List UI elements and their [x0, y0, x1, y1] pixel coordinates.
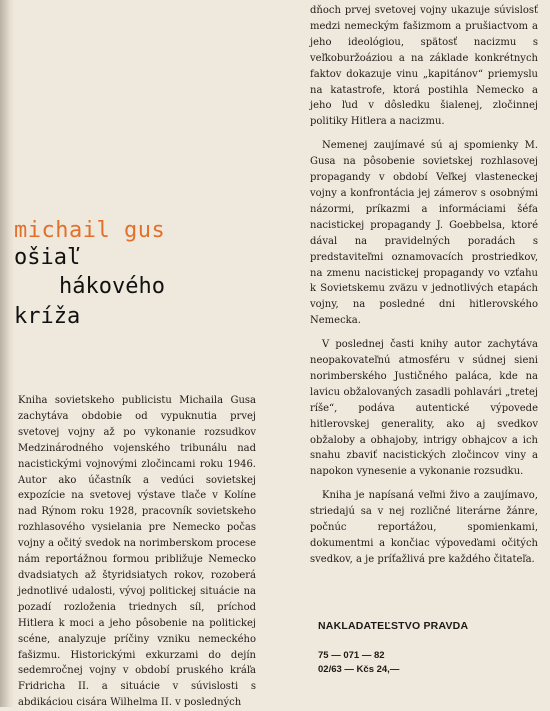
price-line: 02/63 — Kčs 24,—: [318, 664, 400, 675]
author-name: michail gus: [14, 218, 166, 243]
blurb-paragraph: V poslednej časti knihy autor zachytáva neopakovateľnú atmosféru v súdnej sieni norimberského Justičného paláca, kde na lavicu obžalovaných zasadli pohlavári „tretej ríše“, podáva autentické výpovede hitlerovskej generality, ako aj svedkov obžaloby a obhajoby, intrigy obhajcov a ich snahu zbaviť nacistických zločincov viny a napokon vynesenie a vykonanie rozsudku.: [310, 339, 538, 478]
right-flap: [286, 0, 550, 707]
catalog-code: 75 — 071 — 82: [318, 650, 385, 661]
left-flap: [14, 0, 272, 707]
title-line-1: ošiaľ: [14, 245, 81, 270]
book-fold-shadow: [0, 0, 14, 707]
blurb-paragraph: Kniha je napísaná veľmi živo a zaujímavo, striedajú sa v nej rozličné literárne žánre, počnúc reportážou, spomienkami, dokumentmi a končiac výpoveďami očitých svedkov, a je príťažlivá pre každého čitateľa.: [310, 490, 538, 565]
blurb-right-column: [310, 3, 538, 568]
blurb-paragraph: Nemenej zaujímavé sú aj spomienky M. Gusa na pôsobenie sovietskej rozhlasovej propagandy v období Veľkej vlasteneckej vojny a konfrontácia jej zámerov s osobnými názormi, príkazmi a informáciami šéfa nacistickej propagandy J. Goebbelsa, ktoré dával na pravidelných poradách s predstaviteľmi oznamovacích prostriedkov, na zmenu nacistickej propagandy vo vzťahu k Sovietskemu zväzu v jednotlivých etapách vojny, na posledné dni hitlerovského Nemecka.: [310, 140, 538, 327]
title-line-3: kríža: [14, 304, 81, 329]
blurb-paragraph: dňoch prvej svetovej vojny ukazuje súvislosť medzi nemeckým fašizmom a prušiactvom a jeho ideológiou, spätosť nacizmu s veľkoburžoáziou a na základe konkrétnych faktov dokazuje vinu „kapitánov“ priemyslu na katastrofe, ktorá postihla Nemecko a jeho ľud v dôsledku šialenej, zločinnej politiky Hitlera a nacizmu.: [310, 5, 538, 128]
title-line-2: hákového: [59, 274, 165, 299]
publisher-name: NAKLADATEĽSTVO PRAVDA: [318, 620, 469, 632]
blurb-left-column: Kniha sovietskeho publicistu Michaila Gusa zachytáva obdobie od vypuknutia prvej svetovej vojny až po vykonanie rozsudkov Medzinárodného vojenského tribunálu nad nacistickými vojnovými zločincami roku 1946. Autor ako účastník a vedúci sovietskej expozície na svetovej výstave tlače v Kolíne nad Rýnom roku 1928, pracovník sovietskeho rozhlasového vysielania pre Nemecko počas vojny a očitý svedok na norimberskom procese nám reportážnou formou približuje Nemecko dvadsiatych až štyridsiatych rokov, rozoberá jednotlivé udalosti, vývoj politickej situácie na pozadí rozloženia triednych síl, príchod Hitlera k moci a jeho pôsobenie na politickej scéne, analyzuje príčiny vzniku nemeckého fašizmu. Historickými exkurzami do dejín sedemročnej vojny v období pruského kráľa Fridricha II. a situácie v súvislosti s abdikáciou cisára Wilhelma II. v posledných: [18, 395, 256, 709]
